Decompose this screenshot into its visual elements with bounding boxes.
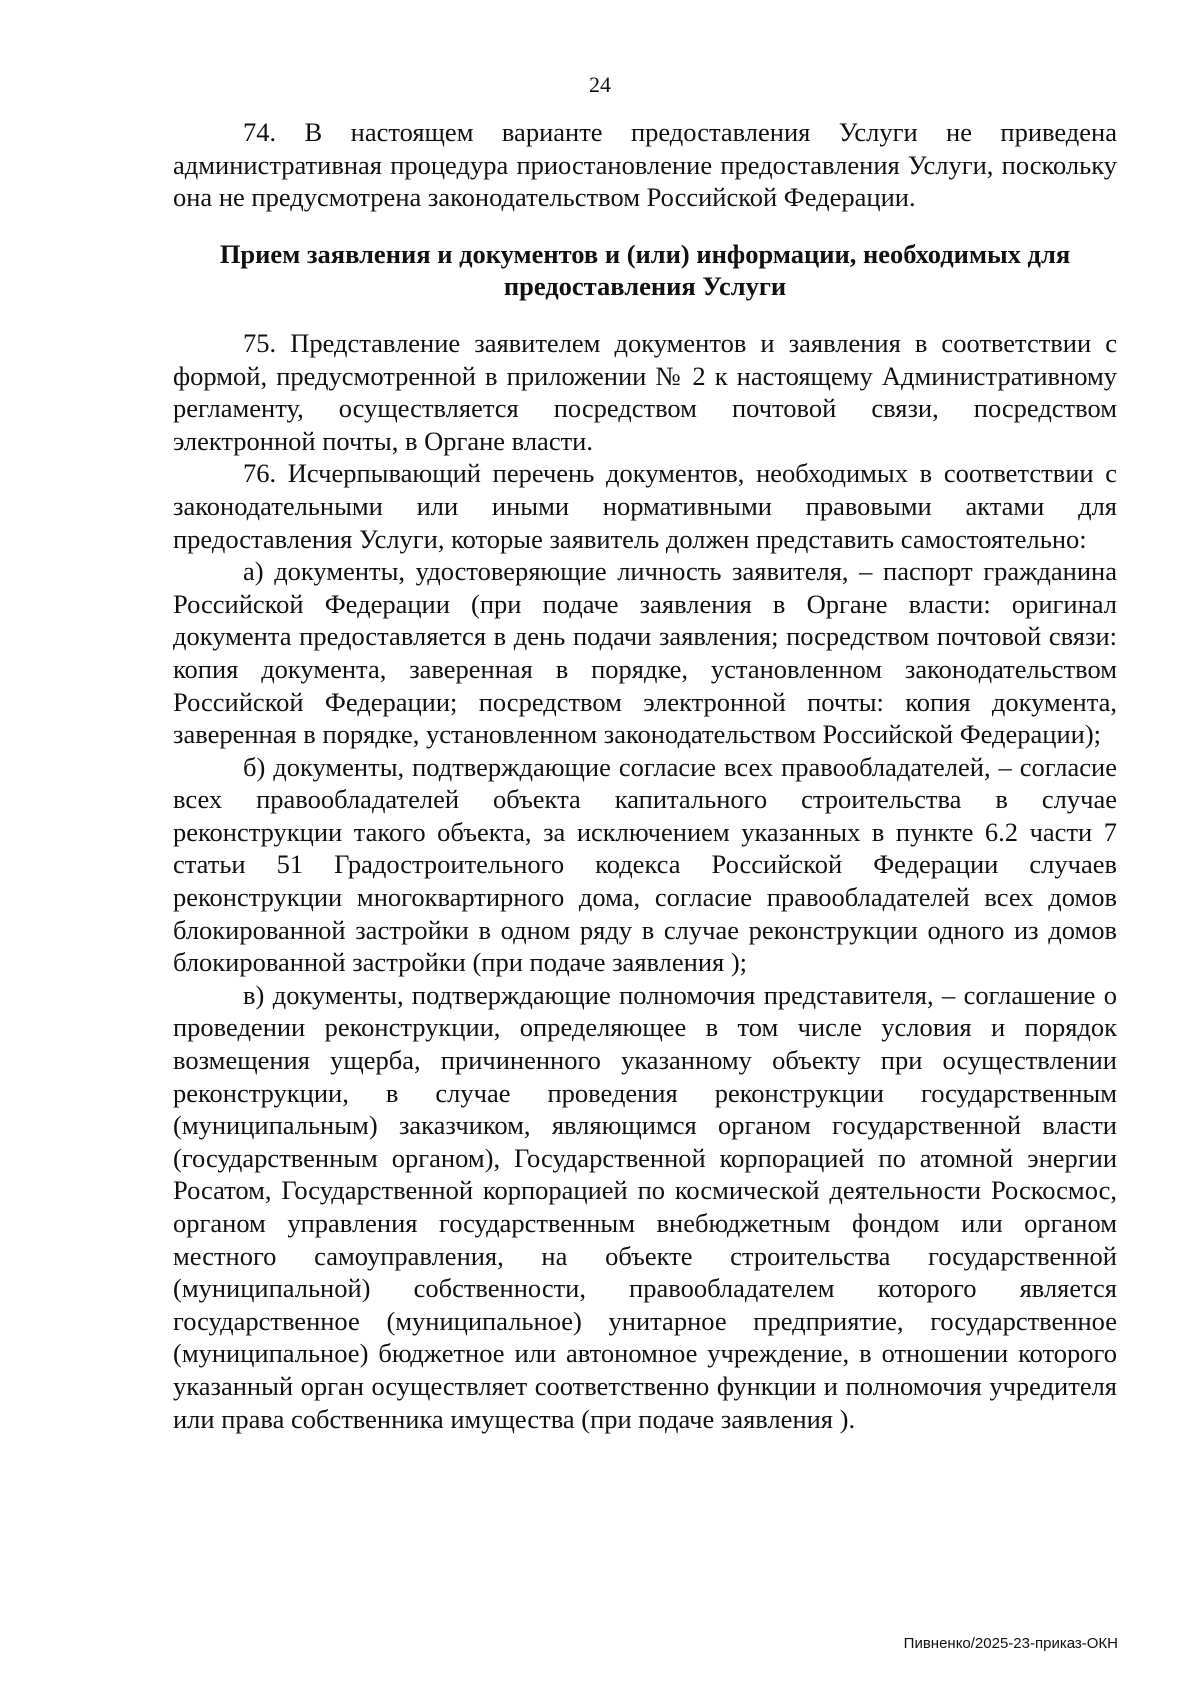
document-body: [173, 116, 1117, 1435]
page-number: 24: [589, 72, 611, 97]
section-heading: Прием заявления и документов и (или) информации, необходимых для предоставления Услуги: [219, 238, 1071, 302]
list-item-v: в) документы, подтверждающие полномочия представителя, – соглашение о проведении реконструкции, определяющее в том числе условия и порядок возмещения ущерба, причиненного указанному объекту при осуществлении реконструкции, в случае проведения реконструкции государственным (муниципальным) заказчиком, являющимся органом государственной власти (государственным органом), Государственной корпорацией по атомной энергии Росатом, Государственной корпорацией по космической деятельности Роскосмос, органом управления государственным внебюджетным фондом или органом местного самоуправления, на объекте строительства государственной (муниципальной) собственности, правообладателем которого является государственное (муниципальное) унитарное предприятие, государственное (муниципальное) бюджетное или автономное учреждение, в отношении которого указанный орган осуществляет соответственно функции и полномочия учредителя или права собственника имущества (при подаче заявления ).: [173, 979, 1117, 1434]
paragraph-75: 75. Представление заявителем документов и заявления в соответствии с формой, предусмотренной в приложении № 2 к настоящему Административному регламенту, осуществляется посредством почтовой связи, посредством электронной почты, в Органе власти.: [173, 327, 1117, 456]
list-item-b: б) документы, подтверждающие согласие всех правообладателей, – согласие всех правообладателей объекта капитального строительства в случае реконструкции такого объекта, за исключением указанных в пункте 6.2 части 7 статьи 51 Градостроительного кодекса Российской Федерации случаев реконструкции многоквартирного дома, согласие правообладателей всех домов блокированной застройки в одном ряду в случае реконструкции одного из домов блокированной застройки (при подаче заявления );: [173, 751, 1117, 978]
list-item-a: а) документы, удостоверяющие личность заявителя, – паспорт гражданина Российской Федерации (при подаче заявления в Органе власти: оригинал документа предоставляется в день подачи заявления; посредством почтовой связи: копия документа, заверенная в порядке, установленном законодательством Российской Федерации; посредством электронной почты: копия документа, заверенная в порядке, установленном законодательством Российской Федерации);: [173, 556, 1117, 750]
document-footer-code: Пивненко/2025-23-приказ-ОКН: [903, 1635, 1118, 1652]
paragraph-74: 74. В настоящем варианте предоставления Услуги не приведена административная процедура приостановление предоставления Услуги, поскольку она не предусмотрена законодательством Российской Федерации.: [173, 117, 1117, 213]
paragraph-76: 76. Исчерпывающий перечень документов, необходимых в соответствии с законодательными или иными нормативными правовыми актами для предоставления Услуги, которые заявитель должен представить самостоятельно:: [173, 458, 1117, 554]
